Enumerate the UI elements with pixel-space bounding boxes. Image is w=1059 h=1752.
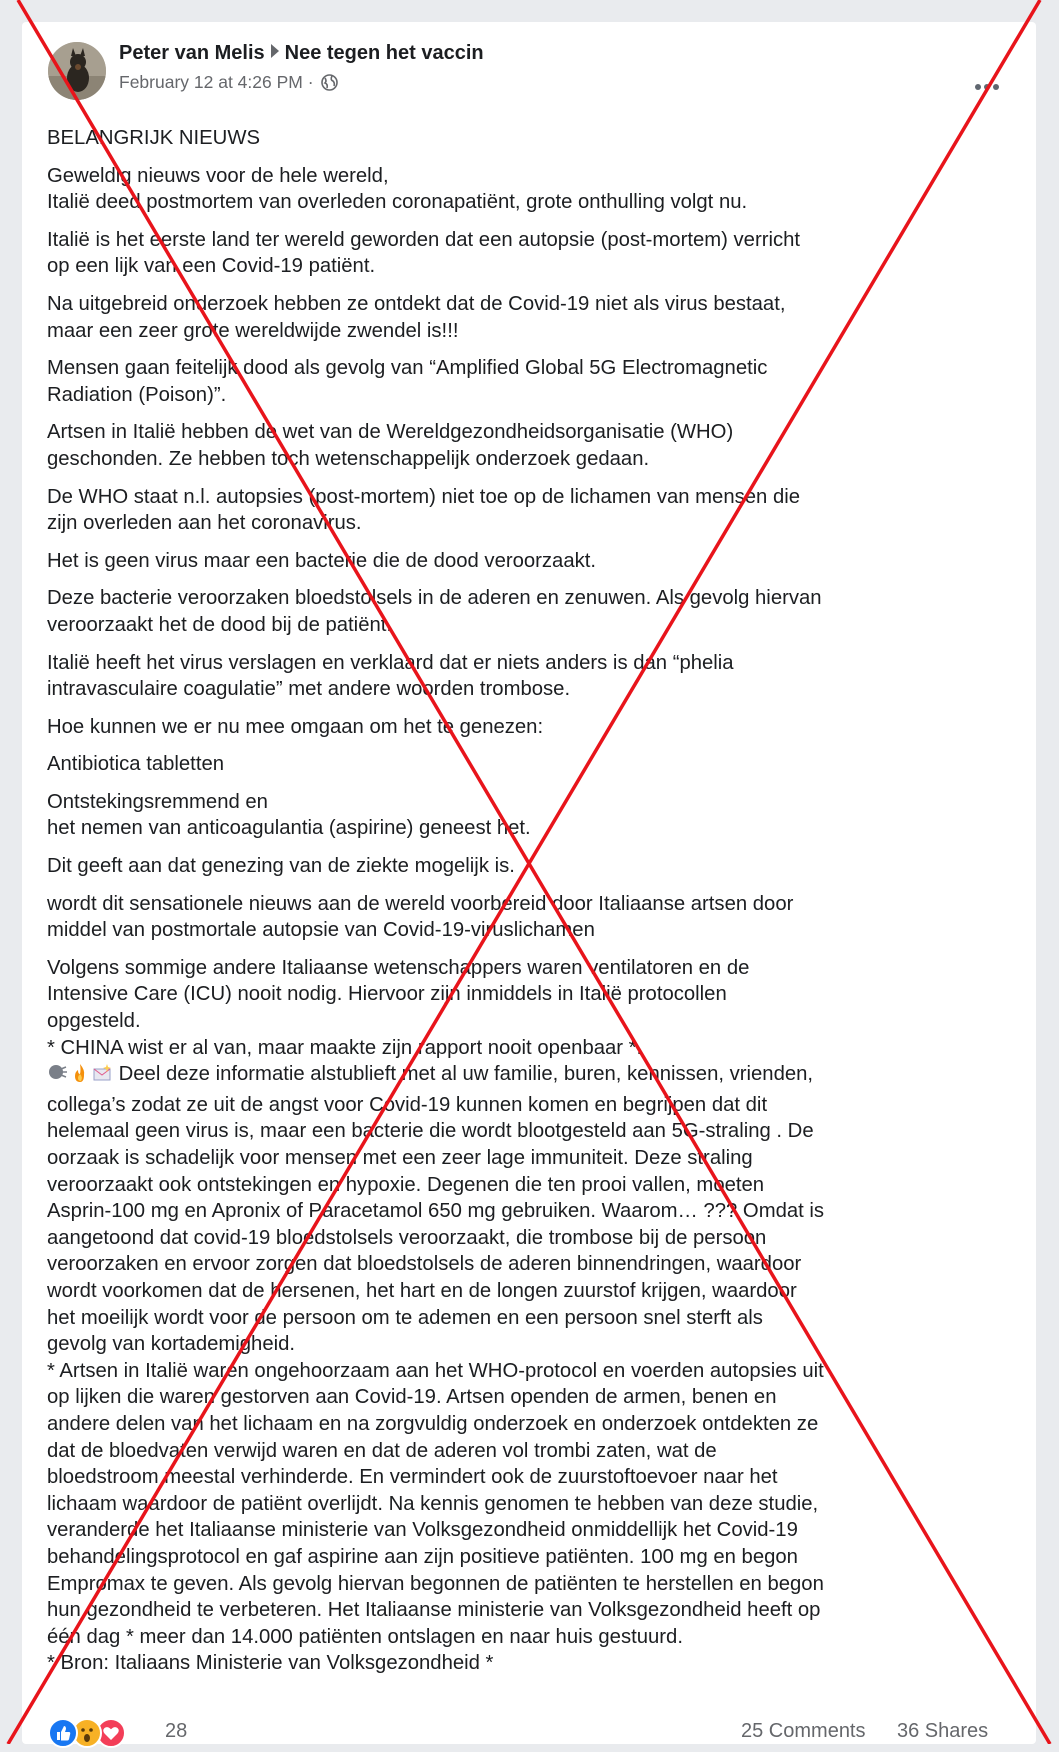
- post-text-line: het moeilijk wordt voor de persoon om te ademen en een persoon snel sterft als: [47, 1306, 763, 1329]
- post-text-line: het nemen van anticoagulantia (aspirine) geneest het.: [47, 817, 531, 840]
- post-text-line: middel van postmortale autopsie van Covid-19-viruslichamen: [47, 919, 595, 942]
- post-text-line: oorzaak is schadelijk voor mensen met een zeer lage immuniteit. Deze straling: [47, 1147, 753, 1169]
- post-text-line: andere delen van het lichaam en na zorgvuldig onderzoek en onderzoek ontdekten ze: [47, 1412, 819, 1435]
- post-text-line: veroorzaakt ook ontstekingen en hypoxie. Degenen die ten prooi vallen, moeten: [47, 1173, 765, 1196]
- post-text-line: * CHINA wist er al van, maar maakte zijn rapport nooit openbaar *.: [47, 1036, 643, 1059]
- post-text-line: Na uitgebreid onderzoek hebben ze ontdekt dat de Covid-19 niet als virus bestaat,: [47, 292, 786, 315]
- post-text-line: maar een zeer grote wereldwijde zwendel is!!!: [47, 319, 459, 342]
- post-text-line: op lijken die waren gestorven aan Covid-19. Artsen openden de armen, benen en: [47, 1386, 777, 1409]
- post-text-line: Deze bacterie veroorzaken bloedstolsels in de aderen en zenuwen. Als gevolg hiervan: [47, 587, 822, 610]
- post-text-line: geschonden. Ze hebben toch wetenschappelijk onderzoek gedaan.: [47, 447, 650, 470]
- group-name-link[interactable]: Nee tegen het vaccin: [284, 42, 484, 64]
- post-text-line: De WHO staat n.l. autopsies (post-mortem) niet toe op de lichamen van mensen die: [47, 485, 801, 508]
- post-text-line: Dit geeft aan dat genezing van de ziekte mogelijk is.: [47, 855, 515, 878]
- post-text-line: Ontstekingsremmend en: [47, 790, 268, 813]
- cross-line-descending: [18, 0, 1050, 1744]
- post-text-line: Intensive Care (ICU) nooit nodig. Hiervoor zijn inmiddels in Italië protocollen: [47, 983, 727, 1006]
- post-text-line: BELANGRIJK NIEUWS: [47, 127, 260, 149]
- comments-count-link[interactable]: 25 Comments: [741, 1720, 866, 1742]
- post-text-line: * Bron: Italiaans Ministerie van Volksgezondheid *: [47, 1652, 494, 1675]
- post-text-line: Empromax te geven. Als gevolg hiervan begonnen de patiënten te herstellen en begon: [47, 1572, 824, 1595]
- post-text-line: Het is geen virus maar een bacterie die de dood veroorzaakt.: [47, 549, 597, 572]
- post-text-line: dat de bloedvaten verwijd waren en dat de aderen vol trombi zaten, wat de: [47, 1439, 717, 1462]
- post-text-line: Italië deed postmortem van overleden coronapatiënt, grote onthulling volgt nu.: [47, 191, 748, 214]
- post-text-line: Asprin-100 mg en Apronix of Paracetamol 650 mg gebruiken. Waarom… ??? Omdat is: [47, 1200, 825, 1223]
- post-text-line: op een lijk van een Covid-19 patiënt.: [47, 255, 376, 278]
- cross-line-ascending: [8, 0, 1040, 1744]
- post-text-line: Radiation (Poison)”.: [47, 383, 227, 406]
- post-text-line: Mensen gaan feitelijk dood als gevolg van “Amplified Global 5G Electromagnetic: [47, 357, 768, 380]
- post-text-line: Deel deze informatie alstublieft met al uw familie, buren, kennissen, vrienden,: [113, 1063, 814, 1086]
- post-text-line: intravasculaire coagulatie” met andere woorden trombose.: [47, 678, 571, 701]
- post-text-line: één dag * meer dan 14.000 patiënten ontslagen en naar huis gestuurd.: [47, 1625, 683, 1648]
- post-text-line: gevolg van kortademigheid.: [47, 1333, 296, 1356]
- author-name-link[interactable]: Peter van Melis: [119, 42, 265, 64]
- post-text-line: Antibiotica tabletten: [47, 753, 225, 776]
- shares-count-link[interactable]: 36 Shares: [897, 1720, 989, 1742]
- post-text-line: veroorzaakt het de dood bij de patiënt.: [47, 613, 393, 636]
- post-text-line: wordt dit sensationele nieuws aan de wereld voorbereid door Italiaanse artsen door: [47, 892, 794, 915]
- post-text-line: Italië heeft het virus verslagen en verklaard dat er niets anders is dan “phelia: [47, 651, 734, 674]
- meta-separator: ·: [307, 72, 314, 92]
- post-text-line: collega’s zodat ze uit de angst voor Covid-19 kunnen komen en begrijpen dat dit: [47, 1093, 768, 1116]
- post-text-line: * Artsen in Italië waren ongehoorzaam aan het WHO-protocol en voerden autopsies uit: [47, 1359, 824, 1382]
- reaction-count[interactable]: 28: [165, 1720, 188, 1742]
- post-text-line: opgesteld.: [47, 1010, 141, 1033]
- timestamp-link[interactable]: February 12 at 4:26 PM: [119, 72, 303, 92]
- post-text-line: bloedstroom meestal verhinderde. En vermindert ook de zuurstoftoevoer naar het: [47, 1466, 778, 1489]
- post-text-line: wordt voorkomen dat de hersenen, het hart en de longen zuurstof krijgen, waardoor: [47, 1279, 797, 1302]
- post-text-line: veroorzaken en ervoor zorgen dat bloedstolsels de aderen binnendringen, waardoor: [47, 1253, 802, 1276]
- post-text-line: Hoe kunnen we er nu mee omgaan om het te genezen:: [47, 715, 544, 738]
- post-text-line: Italië is het eerste land ter wereld geworden dat een autopsie (post-mortem) verricht: [47, 228, 801, 251]
- post-text-line: aangetoond dat covid-19 bloedstolsels veroorzaakt, die trombose bij de persoon: [47, 1226, 767, 1249]
- post-text-line: Volgens sommige andere Italiaanse wetenschappers waren ventilatoren en de: [47, 956, 750, 979]
- post-text-line: lichaam waardoor de patiënt overlijdt. Na kennis genomen te hebben van deze studie,: [47, 1492, 819, 1515]
- post-text-line: zijn overleden aan het coronavirus.: [47, 512, 362, 535]
- post-text-line: veranderde het Italiaanse ministerie van Volksgezondheid onmiddellijk het Covid-19: [47, 1519, 798, 1542]
- post-text-line: Geweldig nieuws voor de hele wereld,: [47, 164, 389, 187]
- post-text-line: helemaal geen virus is, maar een bacterie die wordt blootgesteld aan 5G-straling . De: [47, 1120, 814, 1143]
- post-text-line: hun gezondheid te verbeteren. Het Italiaanse ministerie van Volksgezondheid heeft op: [47, 1599, 821, 1622]
- post-text-line: Artsen in Italië hebben de wet van de Wereldgezondheidsorganisatie (WHO): [47, 421, 734, 444]
- post-text-line: behandelingsprotocol en gaf aspirine aan zijn positieve patiënten. 100 mg en begon: [47, 1545, 798, 1568]
